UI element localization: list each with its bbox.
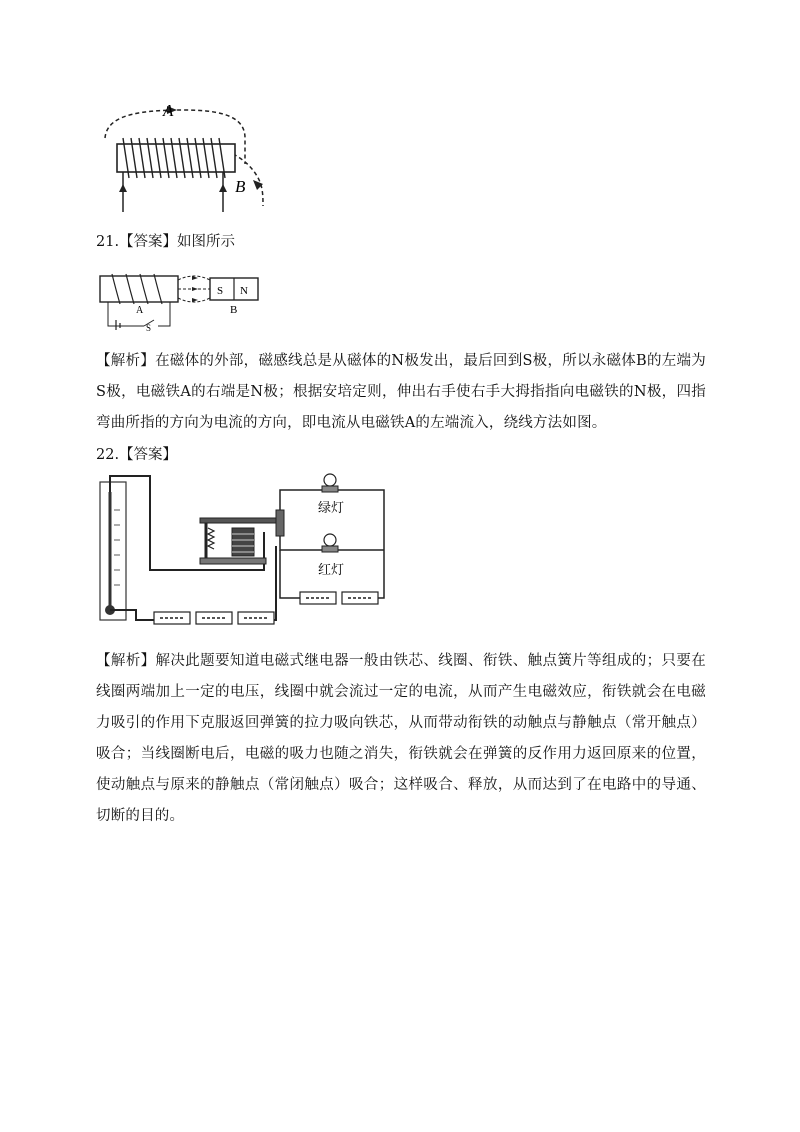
electromagnet-a-label: A (136, 305, 144, 316)
relay-circuit-figure (96, 470, 392, 630)
armature (200, 518, 276, 523)
magnet-s-label: S (217, 285, 224, 297)
control-batteries (154, 612, 274, 624)
solenoid-field-figure (95, 98, 275, 216)
green-lamp-label: 绿灯 (318, 500, 345, 515)
green-lamp-icon (322, 474, 338, 492)
relay-base (200, 558, 266, 564)
magnet-b-label: B (230, 304, 238, 316)
switch-s-label: S (146, 323, 152, 332)
label-a: A (163, 101, 174, 120)
label-b: B (235, 177, 246, 196)
spring-icon (208, 528, 214, 549)
q22-heading: 22.【答案】 (96, 447, 178, 463)
lamp-batteries (300, 592, 378, 604)
contact-icon (276, 510, 284, 536)
red-lamp-icon (322, 534, 338, 552)
q22-analysis: 【解析】解决此题要知道电磁式继电器一般由铁芯、线圈、衔铁、触点簧片等组成的；只要在线圈两端加上一定的电压，线圈中就会流过一定的电流，从而产生电磁效应，衔铁就会在电磁力吸引的作用下克服返回弹簧的拉力吸向铁芯，从而带动衔铁的动触点与静触点（常开触点）吸合；当线圈断电后，电磁的吸力也随之消失，衔铁就会在弹簧的反作用力返回原来的位置，使动触点与原来的静触点（常闭触点）吸合；这样吸合、释放，从而达到了在电路中的导通、切断的目的。 (96, 653, 706, 824)
q21-analysis: 【解析】在磁体的外部，磁感线总是从磁体的N极发出，最后回到S极，所以永磁体B的左端为S极，电磁铁A的右端是N极；根据安培定则，伸出右手使右手大拇指指向电磁铁的N极，四指弯曲所指的方向为电流的方向，即电流从电磁铁A的左端流入，绕线方法如图。 (96, 353, 706, 431)
magnet-n-label: N (240, 285, 248, 297)
q21-figure (98, 270, 268, 332)
thermometer-icon (100, 482, 126, 620)
red-lamp-label: 红灯 (318, 562, 345, 577)
q21-heading: 21.【答案】如图所示 (96, 234, 236, 250)
